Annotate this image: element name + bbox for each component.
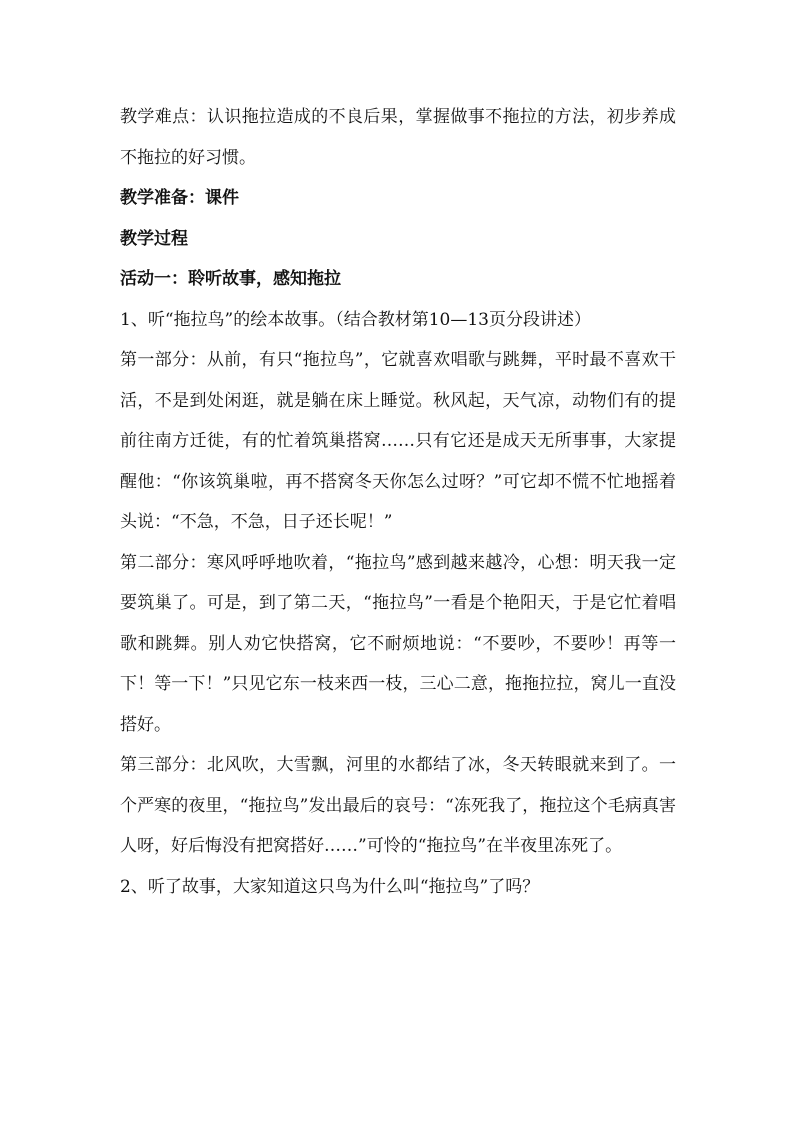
paragraph-teaching-preparation: 教学准备：课件 (120, 188, 239, 208)
heading-activity-one: 活动一：聆听故事，感知拖拉 (120, 269, 341, 289)
paragraph-story-part-three: 第三部分：北风吹，大雪飘，河里的水都结了冰，冬天转眼就来到了。一个严寒的夜里，“拖拉鸟”发出最后的哀号：“冻死我了，拖拉这个毛病真害人呀，好后悔没有把窝搭好……”可怜的“拖拉鸟”在半夜里冻死了。 (120, 755, 676, 856)
paragraph-story-part-two: 第二部分：寒风呼呼地吹着，“拖拉鸟”感到越来越冷，心想：明天我一定要筑巢了。可是，到了第二天，“拖拉鸟”一看是个艳阳天，于是它忙着唱歌和跳舞。别人劝它快搭窝，它不耐烦地说：“不要吵，不要吵！再等一下！等一下！”只见它东一枝来西一枝，三心二意，拖拖拉拉，窝儿一直没搭好。 (120, 552, 676, 735)
paragraph-story-part-one: 第一部分：从前，有只“拖拉鸟”，它就喜欢唱歌与跳舞，平时最不喜欢干活，不是到处闲逛，就是躺在床上睡觉。秋风起，天气凉，动物们有的提前往南方迁徙，有的忙着筑巢搭窝……只有它还是成天无所事事，大家提醒他：“你该筑巢啦，再不搭窝冬天你怎么过呀？”可它却不慌不忙地摇着头说：“不急，不急，日子还长呢！” (120, 350, 676, 532)
document-body (120, 97, 676, 907)
paragraph-story-intro: 1、听“拖拉鸟”的绘本故事。（结合教材第10—13页分段讲述） (120, 309, 591, 330)
heading-teaching-process: 教学过程 (120, 228, 188, 249)
paragraph-teaching-difficulty: 教学难点：认识拖拉造成的不良后果，掌握做事不拖拉的方法，初步养成不拖拉的好习惯。 (120, 107, 676, 168)
paragraph-question: 2、听了故事，大家知道这只鸟为什么叫“拖拉鸟”了吗？ (120, 876, 540, 897)
